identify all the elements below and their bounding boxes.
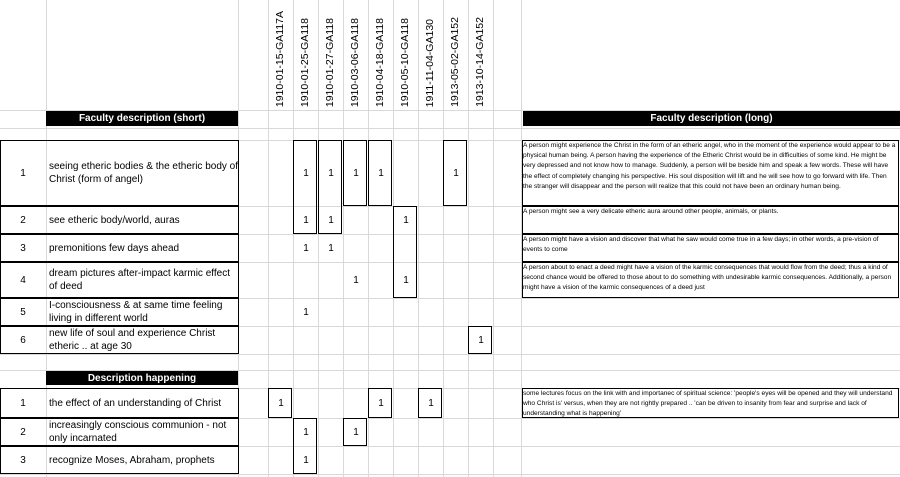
- date-label: 1910-03-06-GA118: [349, 17, 361, 107]
- long-description: some lectures focus on the link with and importanec of spiritual science: 'people's eyes will be opened and they will understand who Christ is' versus, when they are not rightly prepared .. 'can be driven to insanity from fear and surprise and lack of understanding what is happening': [523, 390, 893, 417]
- column-header-date: [269, 0, 291, 110]
- cell-value: 1: [378, 397, 384, 409]
- cell-value: 1: [328, 214, 334, 226]
- column-header-date: [369, 0, 391, 110]
- column-box: [293, 418, 317, 474]
- cell-value: 1: [353, 426, 359, 438]
- row-number: 6: [20, 334, 26, 346]
- cell-value: 1: [478, 334, 484, 346]
- date-label: 1910-01-15-GA117A: [274, 10, 286, 107]
- grid-line: [0, 474, 900, 475]
- grid-line: [493, 0, 494, 477]
- column-box: [468, 326, 492, 354]
- row-description: new life of soul and experience Christ etheric .. at age 30: [49, 328, 216, 352]
- cell-value: 1: [453, 167, 459, 179]
- column-header-date: [419, 0, 441, 110]
- cell-value: 1: [353, 274, 359, 286]
- row-description: I-consciousness & at same time feeling living in different world: [49, 300, 223, 324]
- cell-value: 1: [303, 426, 309, 438]
- long-description: A person might have a vision and discover that what he saw would come true in a few days; in other words, a pre-vision of events to come: [523, 236, 879, 254]
- row-number: 3: [20, 242, 26, 254]
- cell-value: 1: [303, 167, 309, 179]
- row-description: increasingly conscious communion - not only incarnated: [49, 420, 227, 444]
- column-box: [268, 388, 292, 418]
- column-box: [368, 140, 392, 206]
- row-description: seeing etheric bodies & the etheric body of Christ (form of angel): [49, 161, 239, 185]
- section-header-long: Faculty description (long): [523, 111, 900, 126]
- date-label: 1911-11-04-GA130: [424, 18, 436, 107]
- date-label: 1910-01-25-GA118: [299, 17, 311, 107]
- cell-value: 1: [303, 454, 309, 466]
- cell-value: 1: [328, 167, 334, 179]
- long-description: A person about to enact a deed might have a vision of the karmic consequences that would flow from the deed; thus a kind of second chance would be offered to those about to do something with undesirable karmic consequences. Additionally, a person might have a vision of the karmic consequences of a deed just: [523, 264, 892, 292]
- column-box: [318, 140, 342, 234]
- date-label: 1913-05-02-GA152: [449, 17, 461, 107]
- cell-value: 1: [303, 214, 309, 226]
- column-header-date: [469, 0, 491, 110]
- column-header-date: [319, 0, 341, 110]
- cell-value: 1: [378, 167, 384, 179]
- cell-value: 1: [403, 214, 409, 226]
- cell-value: 1: [303, 242, 309, 254]
- row-description: the effect of an understanding of Christ: [49, 397, 222, 409]
- row-number: 1: [20, 167, 26, 179]
- row-number: 2: [20, 426, 26, 438]
- row-number: 2: [20, 214, 26, 226]
- date-label: 1913-10-14-GA152: [474, 17, 486, 107]
- column-box: [368, 388, 392, 418]
- row-number: 5: [20, 306, 26, 318]
- grid-line: [0, 128, 900, 129]
- grid-line: [0, 354, 900, 355]
- long-description: A person might see a very delicate etheric aura around other people, animals, or plants.: [523, 208, 779, 215]
- date-label: 1910-01-27-GA118: [324, 17, 336, 107]
- cell-value: 1: [278, 397, 284, 409]
- section-header-happening: Description happening: [46, 371, 238, 385]
- column-box: [343, 418, 367, 446]
- date-label: 1910-05-10-GA118: [399, 17, 411, 107]
- column-box: [418, 388, 442, 418]
- column-header-date: [394, 0, 416, 110]
- row-number: 3: [20, 454, 26, 466]
- column-box: [393, 206, 417, 298]
- date-label: 1910-04-18-GA118: [374, 17, 386, 107]
- cell-value: 1: [328, 242, 334, 254]
- column-box: [343, 140, 367, 206]
- cell-value: 1: [303, 306, 309, 318]
- row-number: 1: [20, 397, 26, 409]
- cell-value: 1: [403, 274, 409, 286]
- row-description: dream pictures after-impact karmic effect of deed: [49, 268, 230, 292]
- column-header-date: [444, 0, 466, 110]
- column-box: [293, 140, 317, 234]
- section-header-short: Faculty description (short): [46, 111, 238, 126]
- cell-value: 1: [353, 167, 359, 179]
- column-header-date: [294, 0, 316, 110]
- row-description: see etheric body/world, auras: [49, 214, 180, 226]
- row-number: 4: [20, 274, 26, 286]
- cell-value: 1: [428, 397, 434, 409]
- row-description: recognize Moses, Abraham, prophets: [49, 454, 215, 466]
- column-box: [443, 140, 467, 206]
- column-header-date: [344, 0, 366, 110]
- row-description: premonitions few days ahead: [49, 242, 180, 254]
- long-description: A person might experience the Christ in the form of an etheric angel, who in the moment of the experience would appear to be a physical human being. A person having the experience of the Etheric Christ would be in difficulties of some kind. He might be very depressed and not know how to manage. Suddenly, a person will be beside him and speak a few words. These will have the effect of completely changing his perspective. His soul disposition will lift and he will see how to go forward with life. Then the stranger will disappear and the person will realize that this could not have been an ordinary human being.: [523, 142, 896, 190]
